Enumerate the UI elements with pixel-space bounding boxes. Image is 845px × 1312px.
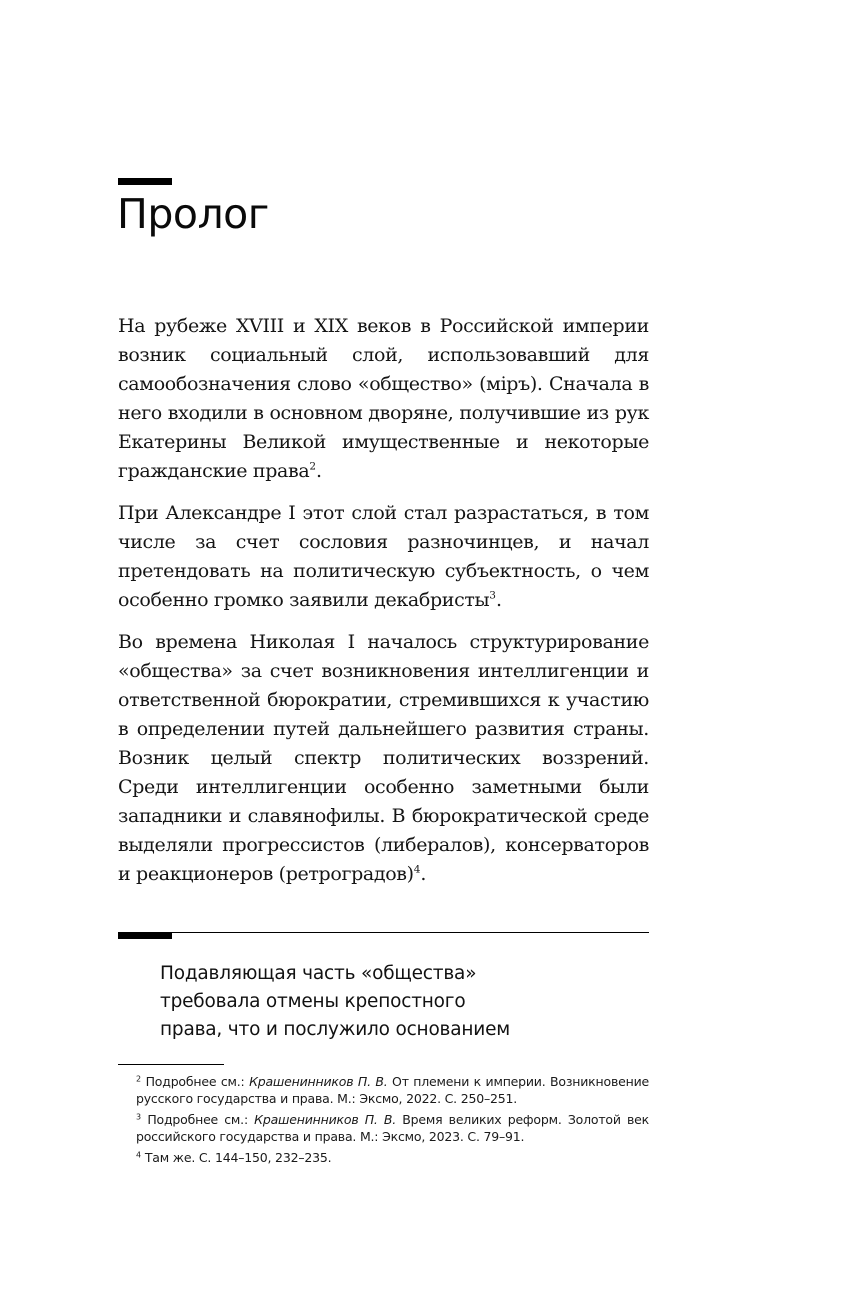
pull-quote-line: Подавляющая часть «общества» <box>160 963 477 984</box>
footnote-rule <box>118 1064 224 1065</box>
footnote-ref-4[interactable]: 4 <box>413 863 421 876</box>
body-text <box>118 312 649 902</box>
footnote-4: $^4$ Там же. С. 144–150, 232–235. <box>136 1150 332 1165</box>
chapter-title: Пролог <box>117 190 269 238</box>
pull-quote-rule <box>172 932 649 933</box>
footnote-ref-3[interactable]: 3 <box>489 589 496 602</box>
pull-quote-bar <box>118 932 172 939</box>
footnote-2: $^2$ Подробнее см.: Крашенинников П. В. От племени к империи. Возникновение русского государства и права. М.: Эксмо, 2022. С. 250–251. <box>136 1074 650 1106</box>
paragraph-3: Во времена Николая I началось структурирование «общества» за счет возникновения интеллигенции и ответственной бюрократии, стремившихся к участию в определении путей дальнейшего развития страны. Возник целый спектр политических воззрений. Среди интеллигенции особенно заметными были западники и славянофилы. В бюрократической среде выделяли прогрессистов (либералов), консерваторов и реакционеров (ретроградов)$^4$. <box>118 631 649 885</box>
footnote-ref-2[interactable]: 2 <box>309 460 316 473</box>
pull-quote <box>160 960 650 1044</box>
paragraph-2: При Александре I этот слой стал разрастаться, в том числе за счет сословия разночинцев, и начал претендовать на политическую субъектность, о чем особенно громко заявили декабристы$^3$. <box>118 502 649 611</box>
pull-quote-line: требовала отмены крепостного <box>160 991 466 1012</box>
footnotes <box>136 1073 649 1170</box>
paragraph-1: На рубеже XVIII и XIX веков в Российской империи возник социальный слой, использовавший для самообозначения слово «общество» (міръ). Сначала в него входили в основном дворяне, получившие из рук Екатерины Великой имущественные и некоторые гражданские права$^2$. <box>118 315 649 482</box>
pull-quote-line: права, что и послужило основанием <box>160 1019 511 1040</box>
footnote-3: $^3$ Подробнее см.: Крашенинников П. В. Время великих реформ. Золотой век российского государства и права. М.: Эксмо, 2023. С. 79–91. <box>136 1112 649 1144</box>
chapter-title-bar <box>118 178 172 185</box>
